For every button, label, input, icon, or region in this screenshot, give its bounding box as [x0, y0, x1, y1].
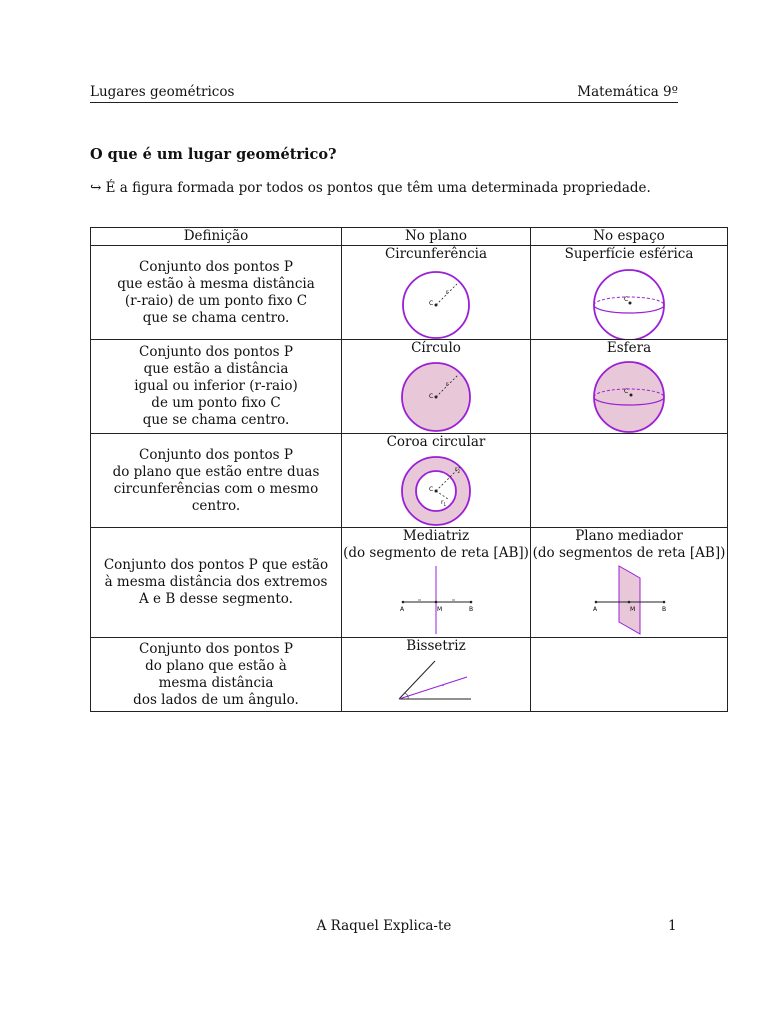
definition-line: mesma distância — [158, 674, 274, 691]
center-label: C — [624, 388, 629, 395]
center-point — [435, 490, 438, 493]
center-point — [435, 304, 438, 307]
perpendicular-bisector-figure — [391, 562, 481, 636]
point-b — [470, 601, 473, 604]
definition-line: à mesma distância dos extremos — [104, 574, 328, 590]
plane-subtitle: (do segmento de reta [AB]) — [343, 545, 529, 561]
plane-name: Coroa circular — [386, 434, 486, 450]
definition-line: (r-raio) de um ponto fixo C — [124, 292, 308, 309]
label-a: A — [400, 606, 405, 613]
center-label: C — [429, 393, 434, 400]
space-cell — [531, 246, 728, 340]
table-row — [91, 246, 728, 340]
definition-line: Conjunto dos pontos P — [139, 446, 293, 463]
definition-line: A e B desse segmento. — [139, 591, 293, 607]
definition-line: dos lados de um ângulo. — [133, 691, 299, 708]
definition-line: Conjunto dos pontos P — [139, 344, 293, 360]
point-m — [628, 601, 631, 604]
sphere-shape — [594, 362, 664, 432]
footer-text: A Raquel Explica-te — [316, 918, 452, 934]
center-label: C — [429, 300, 434, 307]
label-b: B — [662, 606, 667, 613]
definition-line: igual ou inferior (r-raio) — [134, 378, 298, 394]
plane-cell — [342, 246, 531, 340]
disc-figure — [396, 357, 476, 433]
definition-line: do plano que estão à — [145, 657, 287, 674]
definition-line: que estão a distância — [143, 361, 289, 377]
space-name: Plano mediador — [575, 528, 683, 544]
plane-name: Bissetriz — [406, 638, 466, 654]
table-row — [91, 638, 728, 712]
spherical-surface-figure — [589, 263, 669, 339]
table-row — [91, 340, 728, 434]
definition-line: circunferências com o mesmo centro. — [113, 480, 319, 514]
column-header-space: No espaço — [531, 228, 728, 246]
point-m — [435, 601, 438, 604]
center-point — [629, 302, 632, 305]
space-cell-empty — [531, 434, 728, 528]
definition-line: que estão à mesma distância — [117, 275, 315, 292]
outer-radius-label: $r_2$ — [455, 466, 461, 474]
definition-cell — [91, 340, 342, 434]
point-b — [663, 601, 666, 604]
plane-cell — [342, 434, 531, 528]
mediator-plane-figure — [584, 562, 674, 636]
definition-line: do plano que estão entre duas — [112, 463, 320, 480]
plane-cell — [342, 638, 531, 712]
plane-cell — [342, 340, 531, 434]
circumference-figure — [396, 263, 476, 339]
intro-text: ↪ É a figura formada por todos os pontos que têm uma determinada propriedade. — [90, 180, 651, 196]
definition-cell — [91, 246, 342, 340]
radius-label: r — [446, 381, 449, 388]
center-label: C — [624, 296, 629, 303]
sphere-figure — [589, 357, 669, 433]
radius-label: r — [446, 289, 449, 296]
definition-cell — [91, 434, 342, 528]
sphere-outline — [594, 270, 664, 339]
plane-name: Mediatriz — [402, 528, 470, 544]
plane-name: Circunferência — [384, 246, 488, 262]
definition-line: Conjunto dos pontos P — [139, 258, 293, 275]
equator-front — [594, 305, 664, 313]
column-header-definition: Definição — [91, 228, 342, 246]
header-right: Matemática 9º — [577, 84, 678, 100]
page-number: 1 — [668, 918, 677, 934]
definition-line: que se chama centro. — [142, 309, 290, 326]
label-m: M — [437, 606, 443, 613]
center-point — [435, 396, 438, 399]
plane-name: Círculo — [411, 340, 461, 356]
point-a — [402, 601, 405, 604]
section-title: O que é um lugar geométrico? — [90, 146, 337, 163]
table-header-row — [91, 228, 728, 246]
definition-line: que se chama centro. — [142, 412, 290, 428]
definition-line: Conjunto dos pontos P que estão — [103, 557, 329, 573]
inner-radius-label: $r_1$ — [441, 499, 447, 507]
label-m: M — [630, 606, 636, 613]
mediator-plane — [619, 566, 640, 634]
space-cell — [531, 528, 728, 638]
space-subtitle: (do segmentos de reta [AB]) — [532, 545, 726, 561]
definition-cell — [91, 638, 342, 712]
angle-bisector-figure — [391, 655, 481, 709]
header-left: Lugares geométricos — [90, 84, 235, 100]
definition-line: Conjunto dos pontos P — [139, 640, 293, 657]
center-point — [630, 394, 633, 397]
plane-cell — [342, 528, 531, 638]
table-row — [91, 528, 728, 638]
space-cell-empty — [531, 638, 728, 712]
table-row — [91, 434, 728, 528]
label-b: B — [469, 606, 474, 613]
loci-table — [90, 227, 728, 712]
space-name: Esfera — [606, 340, 652, 356]
column-header-plane: No plano — [342, 228, 531, 246]
definition-line: de um ponto fixo C — [151, 395, 281, 411]
label-a: A — [593, 606, 598, 613]
angle-arc — [405, 693, 408, 696]
point-a — [595, 601, 598, 604]
space-cell — [531, 340, 728, 434]
annulus-figure — [396, 451, 476, 527]
space-name: Superfície esférica — [564, 246, 694, 262]
center-label: C — [429, 486, 434, 493]
page-header — [90, 84, 678, 103]
definition-cell — [91, 528, 342, 638]
